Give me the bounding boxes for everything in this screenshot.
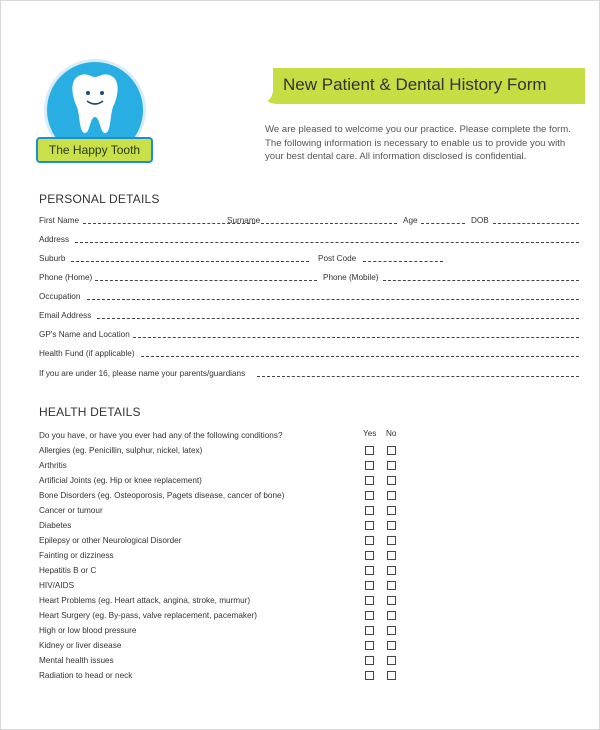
condition-label: Heart Problems (eg. Heart attack, angina, stroke, murmur) (39, 596, 251, 605)
health-details-heading: HEALTH DETAILS (39, 405, 141, 419)
condition-yes-checkbox[interactable] (365, 536, 374, 545)
condition-no-checkbox[interactable] (387, 461, 396, 470)
condition-yes-checkbox[interactable] (365, 551, 374, 560)
condition-yes-checkbox[interactable] (365, 446, 374, 455)
suburb-label: Suburb (39, 254, 66, 263)
email-label: Email Address (39, 311, 92, 320)
condition-label: Allergies (eg. Penicillin, sulphur, nickel, latex) (39, 446, 203, 455)
phone-home-field[interactable] (95, 280, 317, 281)
intro-line: We are pleased to welcome you our practice. Please complete the form. (265, 124, 571, 135)
row-occupation (39, 292, 579, 304)
condition-no-checkbox[interactable] (387, 506, 396, 515)
condition-no-checkbox[interactable] (387, 611, 396, 620)
yes-column-header: Yes (363, 429, 377, 438)
condition-label: Mental health issues (39, 656, 114, 665)
suburb-field[interactable] (71, 261, 309, 262)
conditions-question: Do you have, or have you ever had any of the following conditions? (39, 431, 283, 440)
condition-yes-checkbox[interactable] (365, 671, 374, 680)
phone-mobile-label: Phone (Mobile) (323, 273, 379, 282)
condition-no-checkbox[interactable] (387, 446, 396, 455)
condition-label: Heart Surgery (eg. By-pass, valve replacement, pacemaker) (39, 611, 257, 620)
condition-yes-checkbox[interactable] (365, 641, 374, 650)
condition-no-checkbox[interactable] (387, 536, 396, 545)
condition-no-checkbox[interactable] (387, 626, 396, 635)
condition-label: Fainting or dizziness (39, 551, 114, 560)
occupation-field[interactable] (87, 299, 579, 300)
age-field[interactable] (421, 223, 465, 224)
logo (36, 59, 156, 169)
post-code-field[interactable] (363, 261, 443, 262)
condition-no-checkbox[interactable] (387, 551, 396, 560)
condition-label: Bone Disorders (eg. Osteoporosis, Pagets disease, cancer of bone) (39, 491, 285, 500)
condition-no-checkbox[interactable] (387, 476, 396, 485)
condition-yes-checkbox[interactable] (365, 656, 374, 665)
row-health-fund (39, 349, 579, 361)
condition-yes-checkbox[interactable] (365, 461, 374, 470)
condition-yes-checkbox[interactable] (365, 611, 374, 620)
post-code-label: Post Code (318, 254, 357, 263)
occupation-label: Occupation (39, 292, 81, 301)
phone-mobile-field[interactable] (383, 280, 579, 281)
intro-text (265, 123, 585, 164)
row-guardians (39, 369, 579, 381)
surname-field[interactable] (261, 223, 397, 224)
row-suburb (39, 254, 579, 266)
condition-no-checkbox[interactable] (387, 566, 396, 575)
health-fund-label: Health Fund (if applicable) (39, 349, 135, 358)
condition-label: Artificial Joints (eg. Hip or knee replacement) (39, 476, 202, 485)
page-title: New Patient & Dental History Form (283, 75, 547, 94)
guardians-field[interactable] (257, 376, 579, 377)
first-name-label: First Name (39, 216, 80, 225)
condition-label: Radiation to head or neck (39, 671, 133, 680)
tooth-icon (69, 71, 121, 137)
condition-label: Diabetes (39, 521, 72, 530)
condition-no-checkbox[interactable] (387, 641, 396, 650)
condition-no-checkbox[interactable] (387, 491, 396, 500)
condition-no-checkbox[interactable] (387, 596, 396, 605)
condition-yes-checkbox[interactable] (365, 566, 374, 575)
address-field[interactable] (75, 242, 579, 243)
condition-label: HIV/AIDS (39, 581, 75, 590)
phone-home-label: Phone (Home) (39, 273, 93, 282)
address-label: Address (39, 235, 70, 244)
condition-yes-checkbox[interactable] (365, 476, 374, 485)
dob-field[interactable] (493, 223, 579, 224)
condition-yes-checkbox[interactable] (365, 626, 374, 635)
dob-label: DOB (471, 216, 489, 225)
personal-details-heading: PERSONAL DETAILS (39, 192, 160, 206)
intro-line: your best dental care. All information disclosed is confidential. (265, 151, 527, 162)
condition-yes-checkbox[interactable] (365, 596, 374, 605)
condition-no-checkbox[interactable] (387, 521, 396, 530)
condition-label: Hepatitis B or C (39, 566, 97, 575)
title-bar (259, 68, 585, 104)
health-fund-field[interactable] (141, 356, 579, 357)
condition-label: Cancer or tumour (39, 506, 103, 515)
no-column-header: No (386, 429, 397, 438)
guardians-label: If you are under 16, please name your parents/guardians (39, 369, 246, 378)
intro-line: The following information is necessary to enable us to provide you with (265, 137, 566, 149)
row-phone (39, 273, 579, 285)
condition-label: Kidney or liver disease (39, 641, 122, 650)
condition-label: High or low blood pressure (39, 626, 137, 635)
email-field[interactable] (97, 318, 579, 319)
gp-field[interactable] (133, 337, 579, 338)
condition-yes-checkbox[interactable] (365, 581, 374, 590)
logo-text: The Happy Tooth (36, 137, 153, 163)
condition-yes-checkbox[interactable] (365, 506, 374, 515)
row-address (39, 235, 579, 247)
condition-yes-checkbox[interactable] (365, 521, 374, 530)
row-gp (39, 330, 579, 342)
condition-no-checkbox[interactable] (387, 656, 396, 665)
age-label: Age (403, 216, 418, 225)
row-name (39, 216, 579, 228)
condition-yes-checkbox[interactable] (365, 491, 374, 500)
condition-label: Arthritis (39, 461, 67, 470)
gp-label: GP's Name and Location (39, 330, 130, 339)
condition-no-checkbox[interactable] (387, 671, 396, 680)
surname-label: Surname (227, 216, 261, 225)
row-email (39, 311, 579, 323)
condition-label: Epilepsy or other Neurological Disorder (39, 536, 182, 545)
condition-no-checkbox[interactable] (387, 581, 396, 590)
